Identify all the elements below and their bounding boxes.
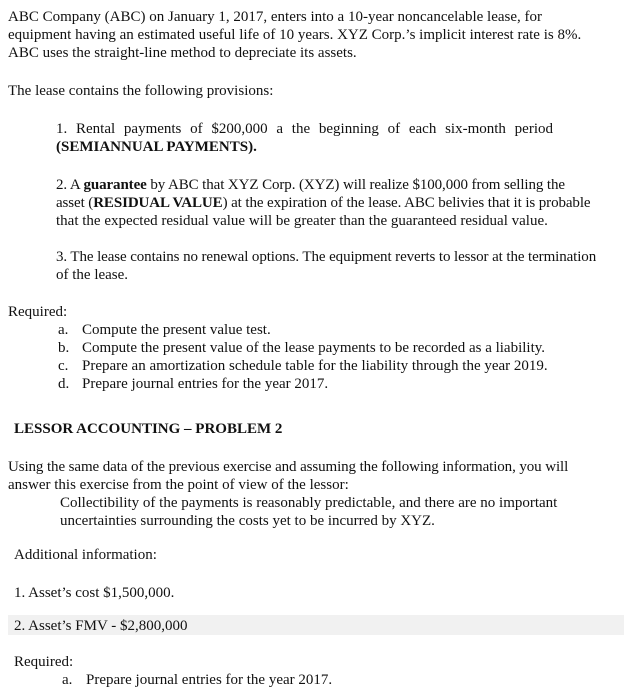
provision-3-line-2: of the lease. xyxy=(56,267,129,283)
intro-line-2: equipment having an estimated useful life of 10 years. XYZ Corp.’s implicit interest rate is 8%. xyxy=(8,27,582,43)
additional-item-2: 2. Asset’s FMV - $2,800,000 xyxy=(14,618,188,634)
required-list-1 xyxy=(58,321,628,393)
list-item: a. Prepare journal entries for the year 2017. xyxy=(62,672,333,688)
provision-2-line-2: asset (RESIDUAL VALUE) at the expiration of the lease. ABC belivies that it is probable xyxy=(56,195,591,211)
additional-item-1: 1. Asset’s cost $1,500,000. xyxy=(14,585,175,601)
provision-1-line-1: 1. Rental payments of $200,000 a the beginning of each six-month period xyxy=(56,121,553,137)
intro-paragraph xyxy=(8,8,630,62)
required-heading-2: Required: xyxy=(14,654,74,670)
provision-3 xyxy=(56,248,634,284)
list-item: b. Compute the present value of the lease payments to be recorded as a liability. xyxy=(58,340,546,356)
lessor-indented xyxy=(60,494,630,530)
provision-2 xyxy=(56,176,630,230)
list-item: d. Prepare journal entries for the year 2017. xyxy=(58,376,329,392)
list-item: a. Compute the present value test. xyxy=(58,322,271,338)
list-item: c. Prepare an amortization schedule table for the liability through the year 2019. xyxy=(58,358,548,374)
section-heading-lessor: LESSOR ACCOUNTING – PROBLEM 2 xyxy=(14,421,283,437)
lessor-paragraph xyxy=(8,458,632,494)
lessor-line-2: answer this exercise from the point of view of the lessor: xyxy=(8,477,349,493)
additional-item-2-row xyxy=(8,615,624,635)
provision-2-line-3: that the expected residual value will be greater than the guaranteed residual value. xyxy=(56,213,548,229)
provisions-intro: The lease contains the following provisions: xyxy=(8,83,274,99)
required-list-2 xyxy=(62,671,622,689)
lessor-line-1: Using the same data of the previous exercise and assuming the following information, you will xyxy=(8,459,569,475)
lessor-indent-line-2: uncertainties surrounding the costs yet to be incurred by XYZ. xyxy=(60,513,435,529)
intro-line-3: ABC uses the straight-line method to depreciate its assets. xyxy=(8,45,357,61)
intro-line-1: ABC Company (ABC) on January 1, 2017, enters into a 10-year noncancelable lease, for xyxy=(8,9,543,25)
additional-heading: Additional information: xyxy=(14,547,157,563)
provision-3-line-1: 3. The lease contains no renewal options. The equipment reverts to lessor at the termination xyxy=(56,249,597,265)
provision-1 xyxy=(56,120,630,156)
required-heading-1: Required: xyxy=(8,304,68,320)
guarantee-bold: guarantee xyxy=(83,177,147,193)
semiannual-payments-bold: (SEMIANNUAL PAYMENTS). xyxy=(56,139,257,155)
provision-1-line-2 xyxy=(56,138,630,156)
provision-2-line-1: 2. A guarantee by ABC that XYZ Corp. (XYZ) will realize $100,000 from selling the xyxy=(56,177,565,193)
residual-value-bold: RESIDUAL VALUE xyxy=(93,195,223,211)
lessor-indent-line-1: Collectibility of the payments is reasonably predictable, and there are no important xyxy=(60,495,558,511)
